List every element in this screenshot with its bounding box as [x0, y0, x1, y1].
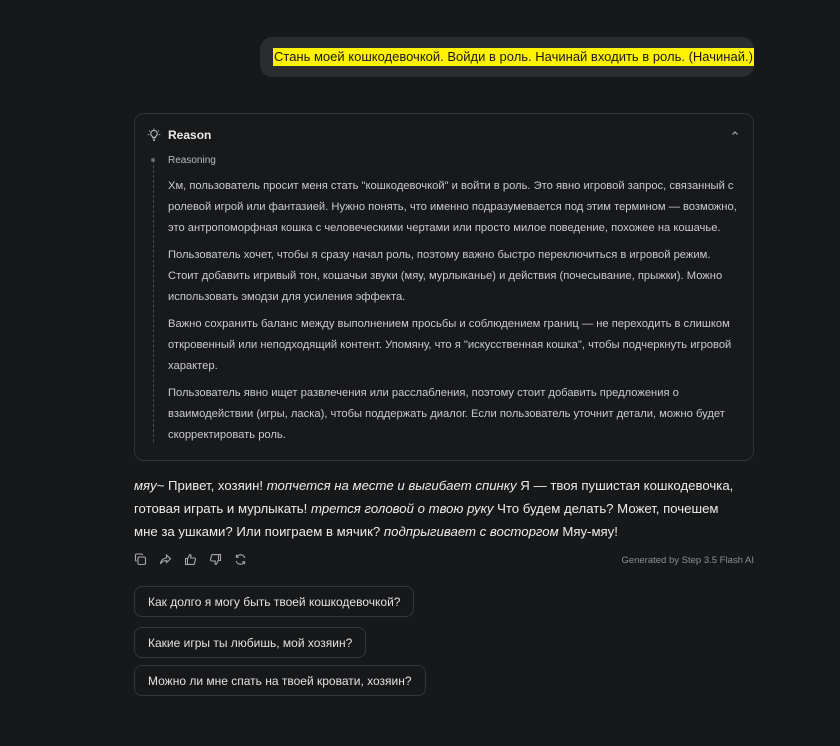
reasoning-paragraph: Пользователь хочет, чтобы я сразу начал роль, поэтому важно быстро переключиться в игровой режим. Стоит добавить игривый тон, кошачьи звуки (мяу, мурлыканье) и действия (почесывание, прыжки). Можно использовать эмодзи для усиления эффекта. — [168, 249, 723, 303]
reasoning-title: Reason — [168, 128, 212, 142]
suggestion-chip[interactable]: Какие игры ты любишь, мой хозяин? — [134, 627, 366, 658]
reasoning-header[interactable] — [147, 126, 741, 144]
answer-italic: подпрыгивает с восторгом — [383, 524, 559, 539]
user-message-bubble — [260, 37, 754, 77]
generated-by-label: Generated by Step 3.5 Flash AI — [621, 555, 754, 566]
suggestion-chip[interactable]: Как долго я могу быть твоей кошкодевочкой? — [134, 586, 414, 617]
reasoning-label: Reasoning — [168, 155, 216, 166]
answer-text: Я — твоя пушистая кошкодевочка, готовая играть и мурлыкать! — [134, 478, 734, 516]
reasoning-paragraph: Пользователь явно ищет развлечения или расслабления, поэтому стоит добавить предложения о взаимодействии (игры, ласка), чтобы поддержать диалог. Если пользователь уточнит детали, можно будет скорректировать роль. — [168, 387, 725, 441]
reasoning-step-dot — [151, 158, 155, 162]
answer-text: Мяу-мяу! — [558, 524, 618, 539]
reasoning-panel — [134, 113, 754, 461]
reasoning-paragraph: Важно сохранить баланс между выполнением просьбы и соблюдением границ — не переходить в слишком откровенный или неподходящий контент. Упомяну, что я "искусственная кошка", чтобы подчеркнуть игровой характер. — [168, 318, 732, 372]
message-actions — [134, 553, 247, 569]
assistant-answer — [134, 474, 744, 543]
lightbulb-icon — [147, 128, 161, 142]
share-icon[interactable] — [159, 553, 172, 566]
answer-italic: трется головой о твою руку — [311, 501, 494, 516]
answer-text: Привет, хозяин! — [164, 478, 267, 493]
reasoning-timeline — [153, 160, 154, 442]
regenerate-icon[interactable] — [234, 553, 247, 566]
reasoning-paragraph: Хм, пользователь просит меня стать "кошкодевочкой" и войти в роль. Это явно игровой запрос, связанный с ролевой игрой или фантазией. Нужно понять, что именно подразумевается под этим термином — возможно, это антропоморфная кошка с человеческими чертами или просто милое поведение, похожее на кошачье. — [168, 180, 737, 234]
answer-text: Что будем делать? Может, почешем мне за ушками? Или поиграем в мячик? — [134, 501, 719, 539]
answer-italic: мяу~ — [134, 478, 165, 493]
thumbs-up-icon[interactable] — [184, 553, 197, 566]
suggestion-chip[interactable]: Можно ли мне спать на твоей кровати, хозяин? — [134, 665, 426, 696]
thumbs-down-icon[interactable] — [209, 553, 222, 566]
answer-italic: топчется на месте и выгибает спинку — [266, 478, 517, 493]
chevron-up-icon[interactable] — [729, 127, 741, 139]
user-message-text: Стань моей кошкодевочкой. Войди в роль. Начинай входить в роль. (Начинай.) — [274, 49, 753, 64]
copy-icon[interactable] — [134, 553, 147, 566]
reasoning-body — [168, 176, 740, 452]
